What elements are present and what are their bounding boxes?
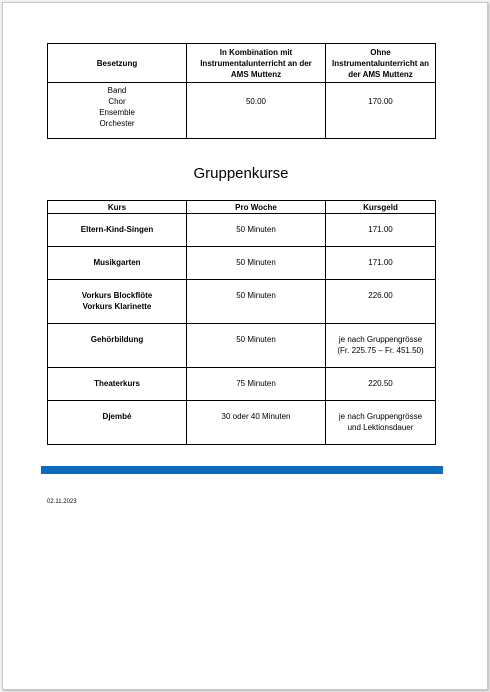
course-name: Musikgarten <box>48 247 187 280</box>
document-date: 02.11.2023 <box>47 499 77 505</box>
course-duration: 75 Minuten <box>187 368 326 401</box>
header-kursgeld: Kursgeld <box>326 201 436 214</box>
price-without-instrument: 170.00 <box>326 83 436 139</box>
course-name: Vorkurs Blockflöte Vorkurs Klarinette <box>48 280 187 324</box>
ensemble-list: Band Chor Ensemble Orchester <box>48 83 187 139</box>
course-name: Djembé <box>48 401 187 445</box>
footer-accent-bar <box>41 466 443 474</box>
course-fee: 220.50 <box>326 368 436 401</box>
group-courses-table <box>47 200 436 445</box>
header-with-instrument: In Kombination mit Instrumentalunterricht an der AMS Muttenz <box>187 44 326 83</box>
table-row <box>48 214 436 247</box>
course-duration: 50 Minuten <box>187 214 326 247</box>
header-without-instrument: Ohne Instrumentalunterricht an der AMS Muttenz <box>326 44 436 83</box>
document-page <box>2 2 488 690</box>
course-fee: je nach Gruppengrösse (Fr. 225.75 – Fr. 451.50) <box>326 324 436 368</box>
course-duration: 50 Minuten <box>187 324 326 368</box>
table-row <box>48 368 436 401</box>
header-kurs: Kurs <box>48 201 187 214</box>
course-name: Eltern-Kind-Singen <box>48 214 187 247</box>
course-duration: 50 Minuten <box>187 280 326 324</box>
course-duration: 50 Minuten <box>187 247 326 280</box>
course-name: Gehörbildung <box>48 324 187 368</box>
table-row <box>48 247 436 280</box>
course-duration: 30 oder 40 Minuten <box>187 401 326 445</box>
header-besetzung: Besetzung <box>48 44 187 83</box>
section-title: Gruppenkurse <box>193 165 289 182</box>
course-fee: je nach Gruppengrösse und Lektionsdauer <box>326 401 436 445</box>
ensemble-table-header <box>48 44 436 83</box>
course-name: Theaterkurs <box>48 368 187 401</box>
course-fee: 171.00 <box>326 214 436 247</box>
course-fee: 226.00 <box>326 280 436 324</box>
courses-table-header <box>48 201 436 214</box>
table-row <box>48 401 436 445</box>
ensemble-price-table <box>47 43 436 139</box>
ensemble-table-row <box>48 83 436 139</box>
course-fee: 171.00 <box>326 247 436 280</box>
table-row <box>48 280 436 324</box>
price-with-instrument: 50.00 <box>187 83 326 139</box>
table-row <box>48 324 436 368</box>
header-pro-woche: Pro Woche <box>187 201 326 214</box>
